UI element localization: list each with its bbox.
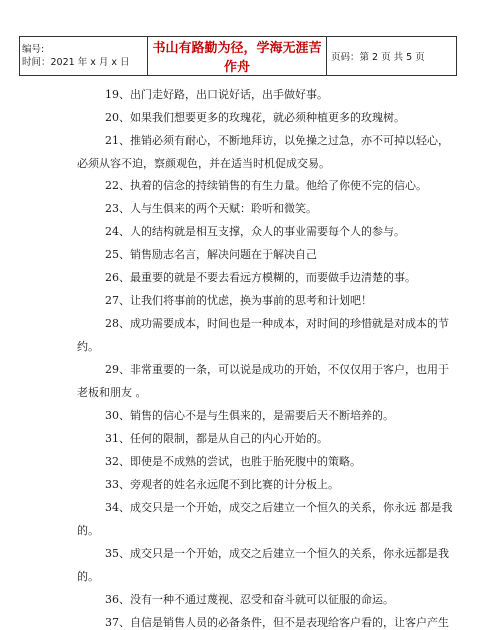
text-line: 28、成功需要成本，时间也是一种成本，对时间的珍惜就是对成本的节 — [105, 317, 449, 330]
text-line: 31、任何的限制，都是从自己的内心开始的。 — [105, 432, 328, 445]
text-line: 21、推销必须有耐心，不断地拜访，以免操之过急，亦不可掉以轻心， — [105, 134, 449, 147]
text-line: 34、成交只是一个开始，成交之后建立一个恒久的关系，你永远 都是我 — [105, 501, 453, 514]
text-line: 27、让我们将事前的忧虑，换为事前的思考和计划吧！ — [105, 294, 372, 307]
text-line: 19、出门走好路，出口说好话，出手做好事。 — [105, 88, 328, 101]
text-line: 的。 — [77, 570, 99, 583]
text-line: 29、非常重要的一条，可以说是成功的开始，不仅仅用于客户，也用于 — [105, 363, 449, 376]
text-line: 36、没有一种不通过蔑视、忍受和奋斗就可以征服的命运。 — [105, 593, 394, 606]
text-line: 25、销售励志名言，解决问题在于解决自己 — [105, 248, 317, 261]
text-line: 老板和朋友 。 — [77, 386, 147, 399]
text-line: 30、销售的信心不是与生俱来的，是需要后天不断培养的。 — [105, 409, 394, 422]
header-meta-cell — [20, 37, 148, 76]
text-line: 35、成交只是一个开始，成交之后建立一个恒久的关系，你永远都是我 — [105, 547, 449, 560]
text-line: 必须从容不迫，察颜观色，并在适当时机促成交易。 — [77, 157, 330, 170]
text-line: 23、人与生俱来的两个天赋：聆听和微笑。 — [105, 202, 317, 215]
text-line: 32、即使是不成熟的尝试，也胜于胎死腹中的策略。 — [105, 455, 361, 468]
text-line: 约。 — [77, 340, 99, 353]
header-table — [19, 36, 457, 76]
text-line: 26、最重要的就是不要去看远方模糊的，而要做手边清楚的事。 — [105, 271, 416, 284]
text-line: 24、人的结构就是相互支撑，众人的事业需要每个人的参与。 — [105, 225, 405, 238]
page-info: 页码：第 2 页 共 5 页 — [327, 37, 457, 76]
text-line: 22、执着的信念的持续销售的有生力量。他给了你使不完的信心。 — [105, 179, 427, 192]
text-line: 33、旁观者的姓名永远爬不到比赛的计分板上。 — [105, 478, 339, 491]
page-header — [0, 36, 500, 74]
text-line: 的。 — [77, 524, 99, 537]
time-label: 时间：2021 年 x 月 x 日 — [22, 57, 130, 68]
text-line: 37、自信是销售人员的必备条件，但不是表现给客户看的，让客户产生 — [105, 616, 449, 629]
number-label: 编号: — [22, 44, 45, 55]
motto: 书山有路勤为径，学海无涯苦作舟 — [148, 37, 327, 76]
text-line: 20、如果我们想要更多的玫瑰花，就必须种植更多的玫瑰树。 — [105, 111, 405, 124]
